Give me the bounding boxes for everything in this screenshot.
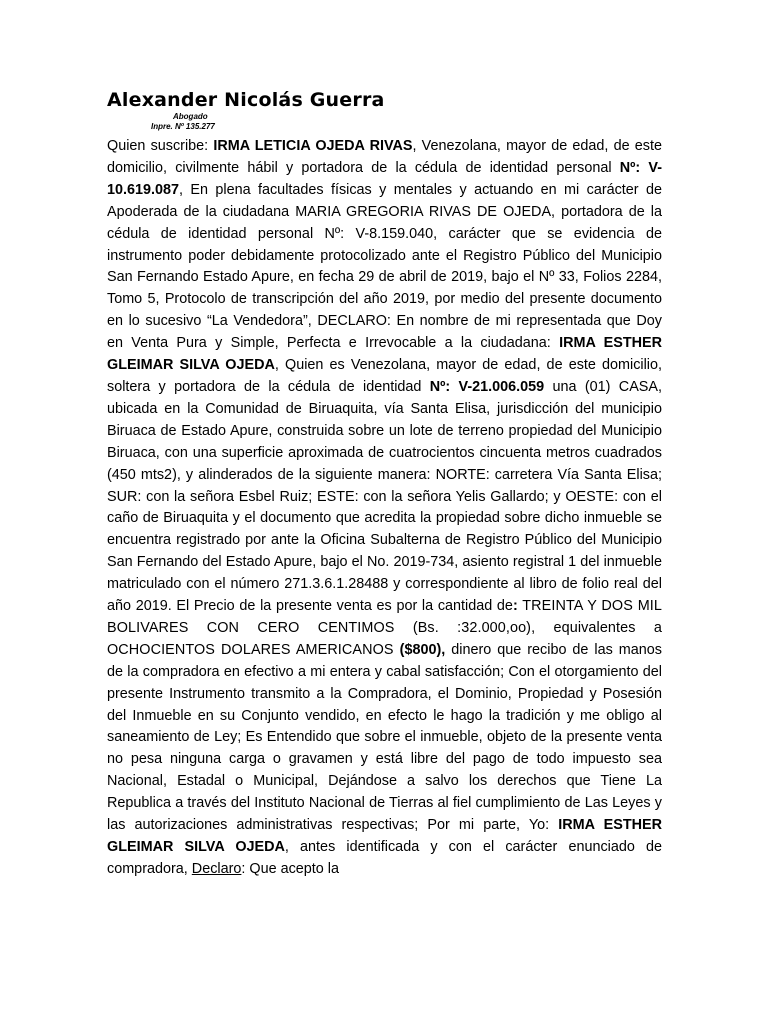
body-text: : Que acepto la — [241, 860, 339, 877]
body-text: , Venezolana, mayor de edad, de este domicilio, civilmente hábil y portadora de la cédula de identidad personal — [107, 138, 662, 176]
body-text-colon: : — [512, 598, 518, 615]
buyer-id: Nº: V-21.006.059 — [429, 378, 545, 395]
price-usd: ($800), — [399, 641, 446, 658]
body-text: dinero que recibo de las manos de la compradora en efectivo a mi entera y cabal satisfacción; Con el otorgamiento del presente Instrumento transmito a la Compradora, el Dominio, Propiedad y Posesión del Inmueble en su Conjunto vendido, en efecto le hago la tradición y me obligo al saneamiento de Ley; Es Entendido que sobre el inmueble, objeto de la presente venta no pesa ninguna carga o gravamen y está libre del pago de todo impuesto sea Nacional, Estadal o Municipal, Dejándose a salvo los derechos que Tiene La Republica a través del Instituto Nacional de Tierras al fiel cumplimiento de Las Leyes y las autorizaciones administrativas respectivas; Por mi parte, Yo: — [107, 641, 663, 834]
seller-id: Nº: V-10.619.087 — [107, 159, 662, 198]
body-text: , En plena facultades físicas y mentales y actuando en mi carácter de Apoderada de la ciudadana MARIA GREGORIA RIVAS DE OJEDA, portadora de la cédula de identidad personal Nº: V-8.159.040, carácter que se evidencia de instrumento poder debidamente protocolizado ante el Registro Público del Municipio San Fernando Estado Apure, en fecha 29 de abril de 2019, bajo el Nº 33, Folios 2284, Tomo 5, Protocolo de transcripción del año 2019, por medio del presente documento en lo sucesivo “La Vendedora”, DECLARO: En nombre de mi representada que Doy en Venta Pura y Simple, Perfecta e Irrevocable a la ciudadana: — [107, 181, 662, 352]
body-text: , antes identificada y con el carácter enunciado de compradora, — [107, 839, 663, 877]
buyer-name-2: IRMA ESTHER GLEIMAR SILVA OJEDA — [107, 817, 663, 855]
body-text: una (01) CASA, ubicada en la Comunidad de Biruaquita, vía Santa Elisa, jurisdicción del municipio Biruaca de Estado Apure, construida sobre un lote de terreno propiedad del Municipio Biruaca, con una superficie aproximada de cuatrocientos cincuenta metros cuadrados (450 mts2), y alinderados de la siguiente manera: NORTE: carretera Vía Santa Elisa; SUR: con la señora Esbel Ruiz; ESTE: con la señora Yelis Gallardo; y OESTE: con el caño de Biruaquita y el documento que acredita la propiedad sobre dicho inmueble se encuentra registrado por ante la Oficina Subalterna de Registro Público del Municipio San Fernando del Estado Apure, bajo el No. 2019-734, asiento registral 1 del inmueble matriculado con el número 271.3.6.1.28488 y correspondiente al libro de folio real del año 2019. El Precio de la presente venta es por la cantidad de — [107, 378, 662, 615]
price-words: TREINTA Y DOS MIL BOLIVARES CON CERO CENTIMOS (Bs. :32.000,oo), equivalentes a OCHOCIENTOS DOLARES AMERICANOS — [107, 598, 662, 658]
body-text: Quien suscribe: — [107, 138, 214, 154]
lawyer-inpre-number: Inpre. Nº 135.277 — [151, 122, 215, 131]
body-text: , Quien es Venezolana, mayor de edad, de este domicilio, soltera y portadora de la cédula de identidad — [107, 357, 662, 395]
seller-name: IRMA LETICIA OJEDA RIVAS — [213, 138, 413, 154]
document-body — [107, 136, 662, 881]
lawyer-title: Abogado — [173, 112, 208, 121]
letterhead — [107, 88, 385, 132]
buyer-name: IRMA ESTHER GLEIMAR SILVA OJEDA — [107, 335, 662, 374]
lawyer-name: Alexander Nicolás Guerra — [107, 89, 385, 111]
declaro-underlined: Declaro — [191, 860, 242, 877]
